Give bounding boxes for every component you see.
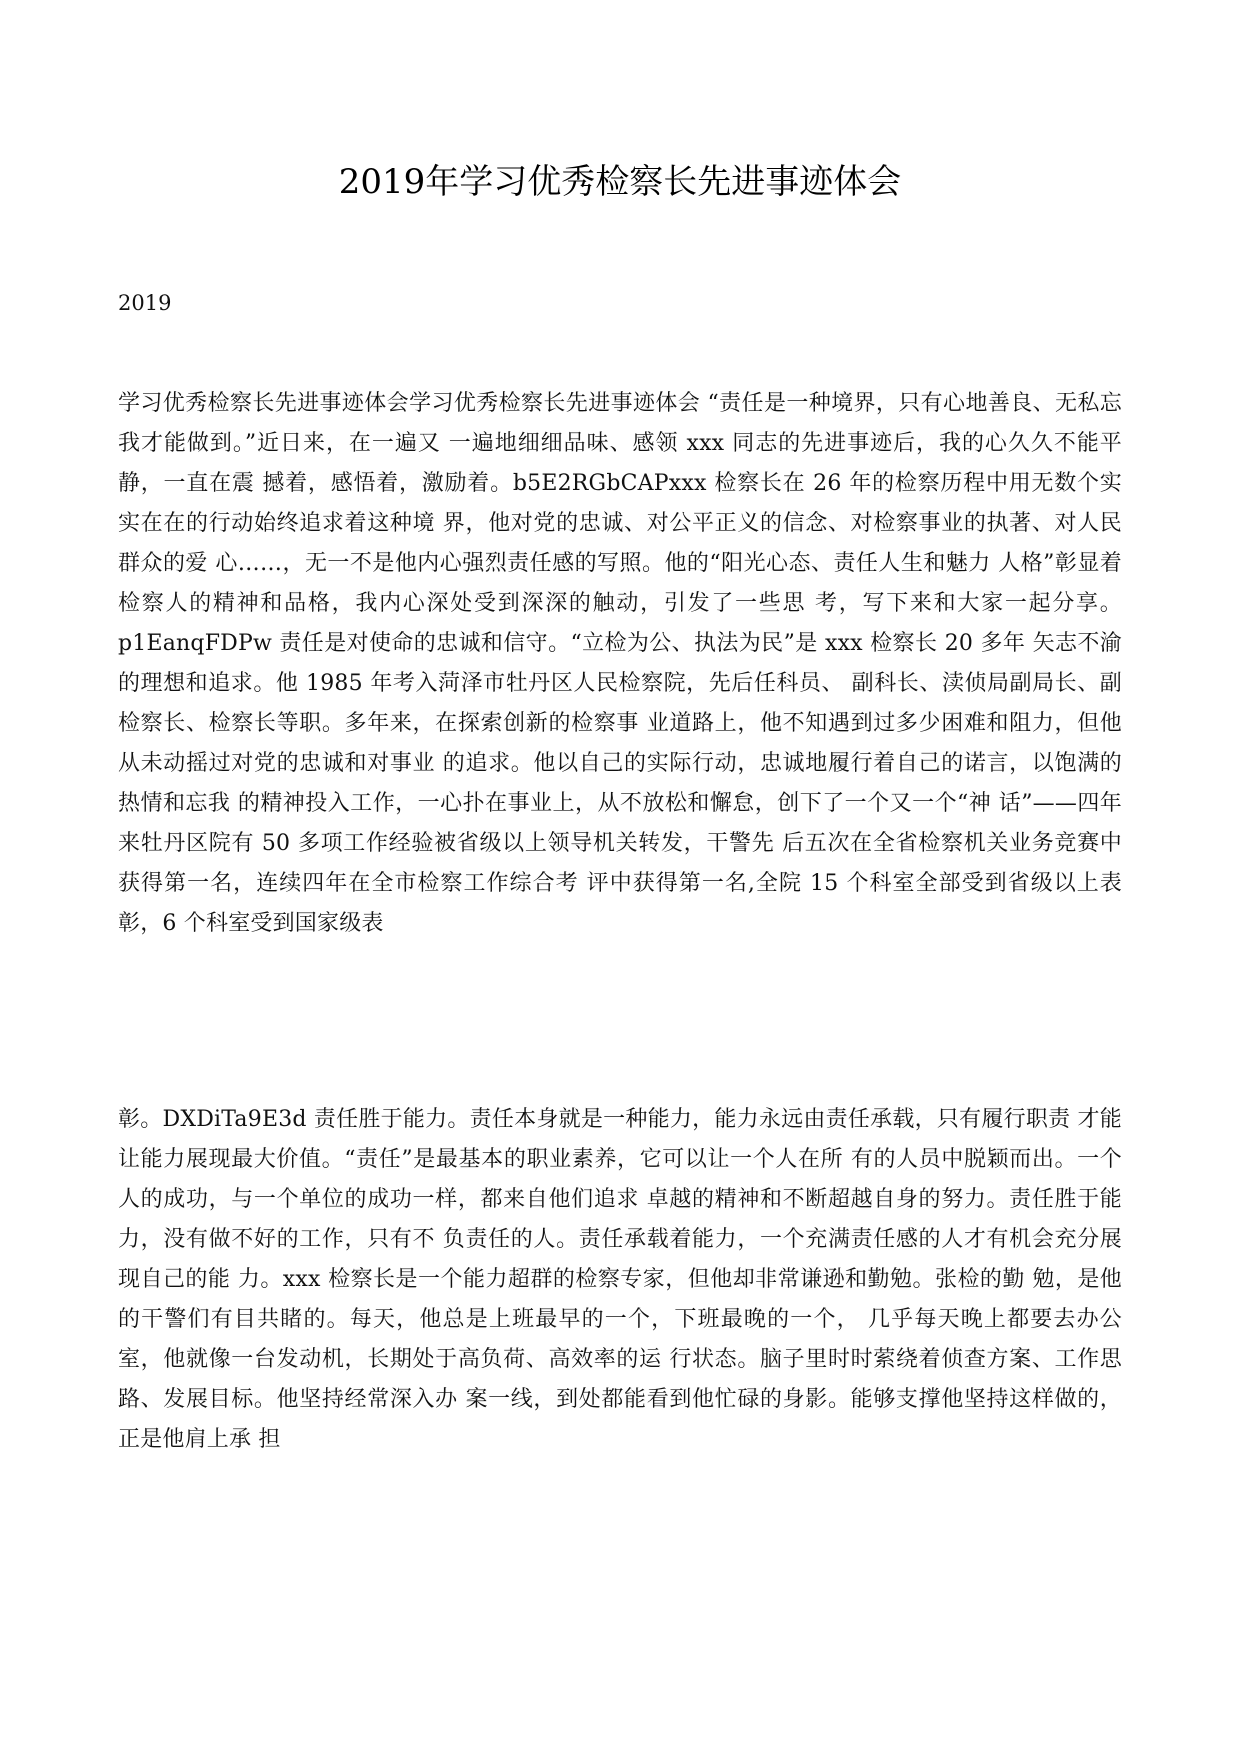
page-title: 2019年学习优秀检察长先进事迹体会: [338, 162, 902, 202]
body-paragraph-1: 学习优秀检察长先进事迹体会学习优秀检察长先进事迹体会 “责任是一种境界，只有心地善良、无私忘我才能做到。”近日来，在一遍又 一遍地细细品味、感领 xxx 同志的先进事迹后，我的心久久不能平静，一直在震 撼着，感悟着，激励着。b5E2RGbCAPxxx 检察长在 26 年的检察历程中用无数个实实在在的行动始终追求着这种境 界，他对党的忠诚、对公平正义的信念、对检察事业的执著、对人民群众的爱 心……，无一不是他内心强烈责任感的写照。他的“阳光心态、责任人生和魅力 人格”彰显着检察人的精神和品格，我内心深处受到深深的触动，引发了一些思 考，写下来和大家一起分享。p1EanqFDPw 责任是对使命的忠诚和信守。“立检为公、执法为民”是 xxx 检察长 20 多年 矢志不渝的理想和追求。他 1985 年考入菏泽市牡丹区人民检察院，先后任科员、 副科长、渎侦局副局长、副检察长、检察长等职。多年来，在探索创新的检察事 业道路上，他不知遇到过多少困难和阻力，但他从未动摇过对党的忠诚和对事业 的追求。他以自己的实际行动，忠诚地履行着自己的诺言，以饱满的热情和忘我 的精神投入工作，一心扑在事业上，从不放松和懈怠，创下了一个又一个“神 话”——四年来牡丹区院有 50 多项工作经验被省级以上领导机关转发，干警先 后五次在全省检察机关业务竞赛中获得第一名，连续四年在全市检察工作综合考 评中获得第一名,全院 15 个科室全部受到省级以上表彰，6 个科室受到国家级表: [118, 391, 1122, 936]
year-line: 2019: [118, 291, 172, 315]
body-paragraph-2: 彰。DXDiTa9E3d 责任胜于能力。责任本身就是一种能力，能力永远由责任承载，只有履行职责 才能让能力展现最大价值。“责任”是最基本的职业素养，它可以让一个人在所 有的人员中脱颖而出。一个人的成功，与一个单位的成功一样，都来自他们追求 卓越的精神和不断超越自身的努力。责任胜于能力，没有做不好的工作，只有不 负责任的人。责任承载着能力，一个充满责任感的人才有机会充分展现自己的能 力。xxx 检察长是一个能力超群的检察专家，但他却非常谦逊和勤勉。张检的勤 勉，是他的干警们有目共睹的。每天，他总是上班最早的一个，下班最晚的一个， 几乎每天晚上都要去办公室，他就像一台发动机，长期处于高负荷、高效率的运 行状态。脑子里时时萦绕着侦查方案、工作思路、发展目标。他坚持经常深入办 案一线，到处都能看到他忙碌的身影。能够支撑他坚持这样做的，正是他肩上承 担: [118, 1107, 1122, 1452]
